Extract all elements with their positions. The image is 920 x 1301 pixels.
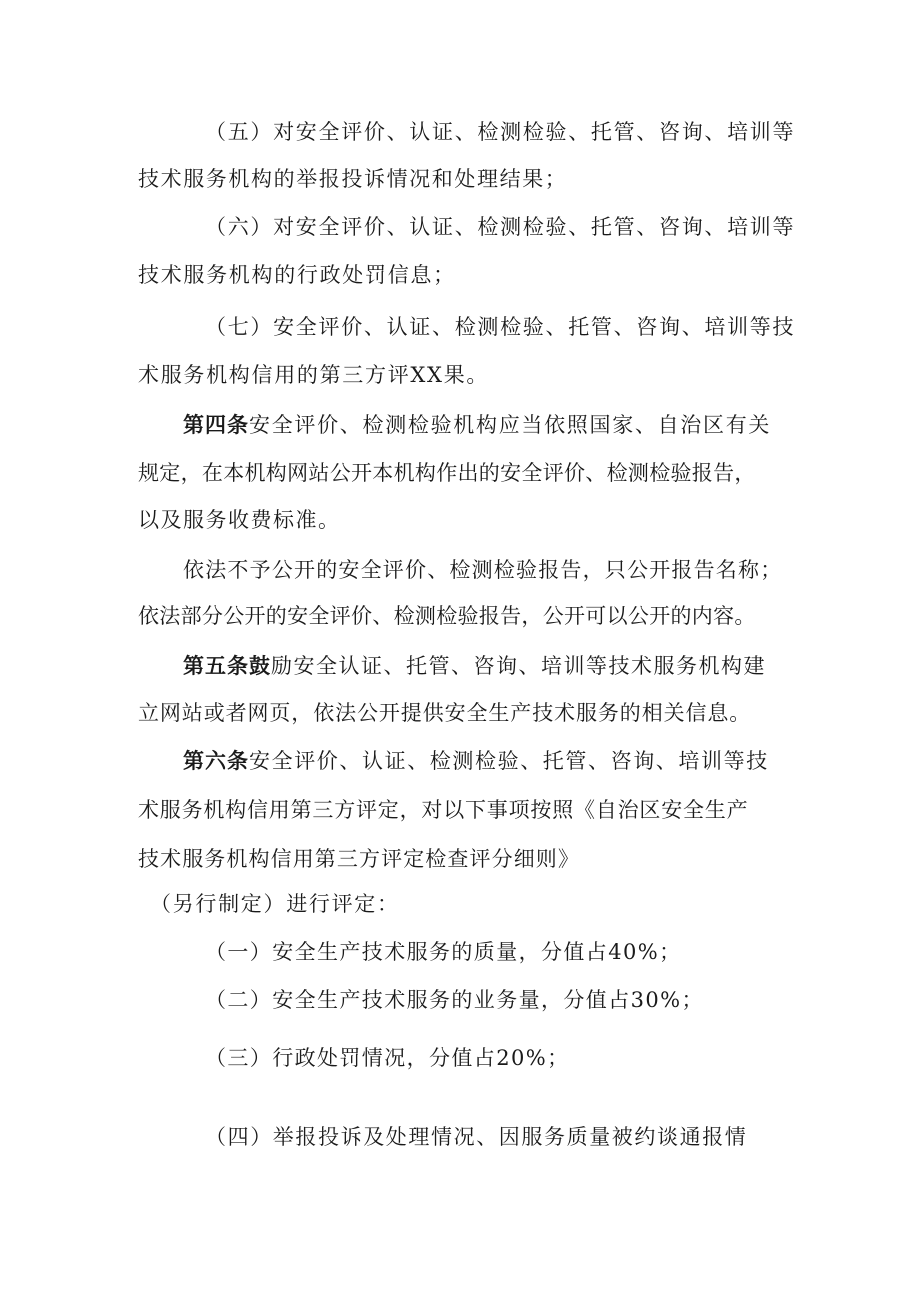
text-line: 技术服务机构信用第三方评定检查评分细则》 [138,847,580,871]
article-4-line [0,410,920,440]
text-line: （一）安全生产技术服务的质量，分值占40%； [205,940,682,964]
article-text: 励安全认证、托管、咨询、培训等技术服务机构建 [271,654,766,678]
article-5-line [0,651,920,681]
article-6-line [0,746,920,776]
text-line: 依法不予公开的安全评价、检测检验报告，只公开报告名称； [183,558,783,582]
text-line: 术服务机构信用的第三方评XX果。 [138,363,490,387]
text-line: （五）对安全评价、认证、检测检验、托管、咨询、培训等 [205,120,796,144]
text-line: 技术服务机构的举报投诉情况和处理结果； [138,167,568,191]
text-line: （六）对安全评价、认证、检测检验、托管、咨询、培训等 [205,215,796,239]
text-line: 规定，在本机构网站公开本机构作出的安全评价、检测检验报告， [138,461,756,485]
text-line: （另行制定）进行评定： [150,892,400,916]
article-text: 安全评价、认证、检测检验、托管、咨询、培训等技 [249,749,769,773]
text-line: （四）举报投诉及处理情况、因服务质量被约谈通报情 [205,1125,748,1149]
text-line: 术服务机构信用第三方评定，对以下事项按照《自治区安全生产 [138,798,749,822]
text-line: 技术服务机构的行政处罚信息； [138,263,456,287]
article-text: 安全评价、检测检验机构应当依照国家、自治区有关 [249,413,772,437]
article-heading: 第六条 [183,749,249,773]
text-line: （三）行政处罚情况，分值占20%； [205,1046,570,1070]
article-heading: 第五条鼓 [183,654,271,678]
text-line: 立网站或者网页，依法公开提供安全生产技术服务的相关信息。 [138,701,752,725]
text-line: 以及服务收费标准。 [138,508,341,532]
text-line: （二）安全生产技术服务的业务量，分值占30%； [205,988,704,1012]
article-heading: 第四条 [183,413,249,437]
text-line: （七）安全评价、认证、检测检验、托管、咨询、培训等技 [205,315,796,339]
text-line: 依法部分公开的安全评价、检测检验报告，公开可以公开的内容。 [138,604,756,628]
